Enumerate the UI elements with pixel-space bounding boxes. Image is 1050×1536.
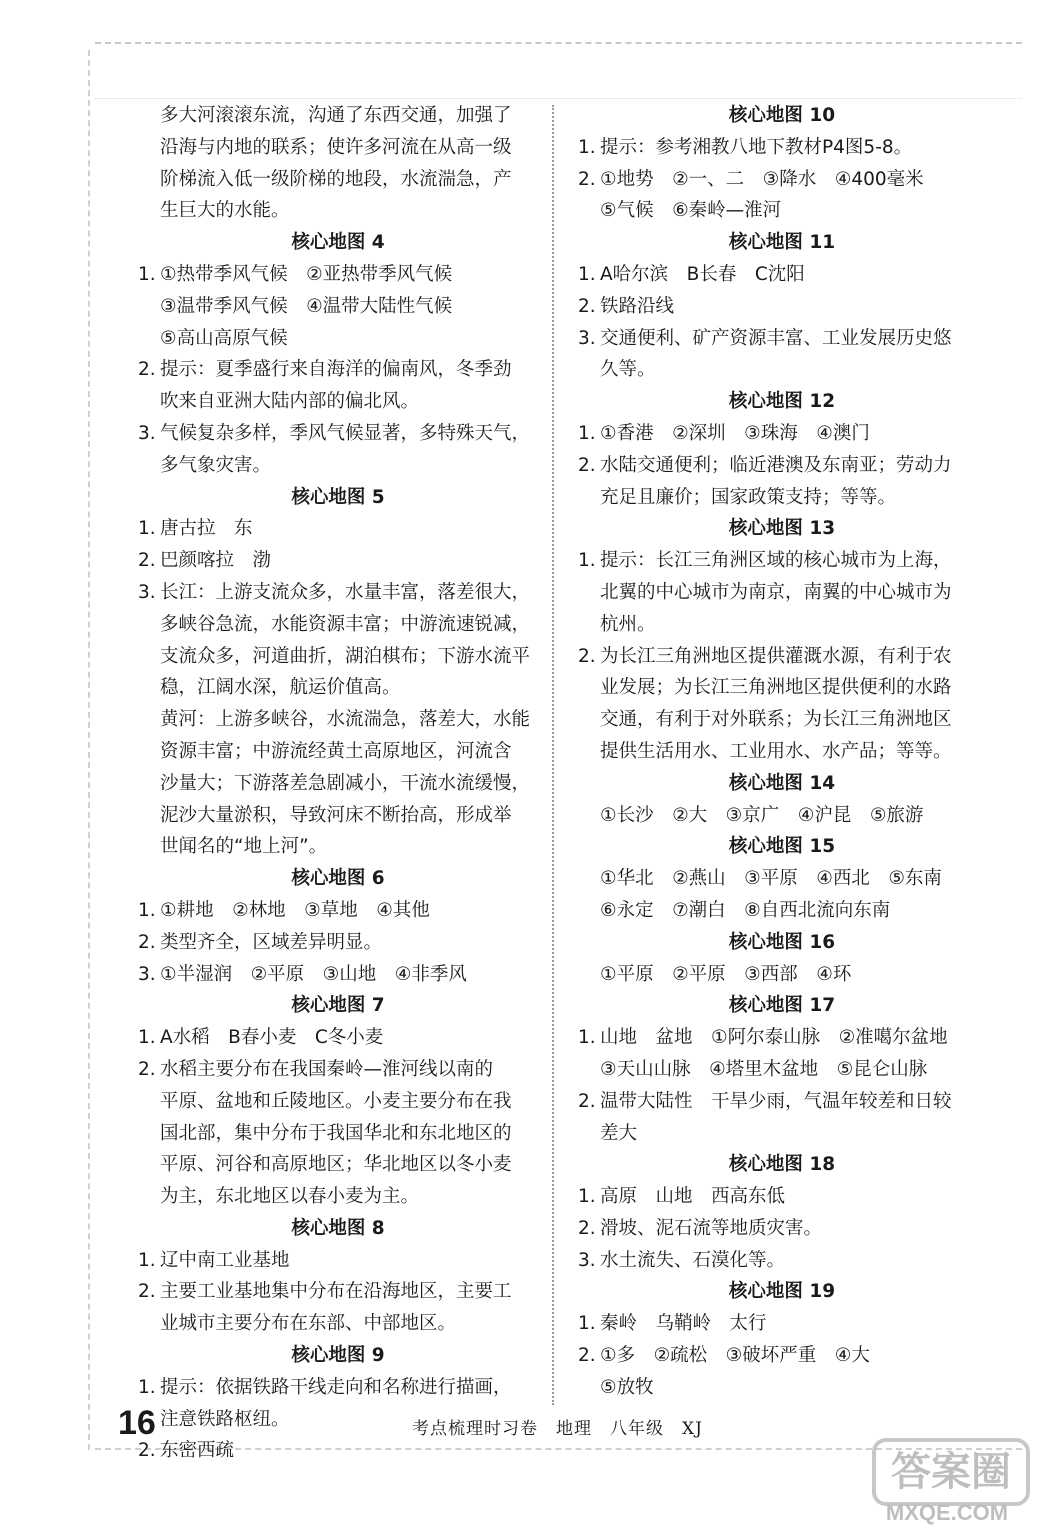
section-heading: 核心地图 12: [728, 391, 836, 413]
item-text: A哈尔滨 B长春 C沈阳: [600, 263, 805, 285]
item-text: A水稻 B春小麦 C冬小麦: [160, 1027, 384, 1049]
item-number: 1.: [138, 1376, 156, 1398]
answer-line: 北翼的中心城市为南京，南翼的中心城市为: [600, 581, 952, 603]
item-number: 2.: [578, 1345, 596, 1367]
item-number: 1.: [578, 422, 596, 444]
watermark-logo: [872, 1438, 1022, 1530]
answer-line: 业城市主要分布在东部、中部地区。: [160, 1313, 457, 1335]
watermark-url: MXQE.COM: [885, 1500, 1009, 1525]
section-heading: 核心地图 11: [728, 232, 836, 254]
item-number: 1.: [138, 263, 156, 285]
section-heading: 核心地图 4: [291, 232, 385, 254]
answer-item: [578, 641, 986, 673]
section-heading: 核心地图 6: [291, 868, 385, 890]
decorative-left-border: [88, 50, 108, 1450]
section-heading: 核心地图 10: [728, 105, 836, 126]
item-number: 2.: [138, 550, 156, 572]
item-text: 山地 盆地 ①阿尔泰山脉 ②准噶尔盆地: [600, 1027, 948, 1049]
right-answer-column: [578, 100, 986, 1404]
item-text: 提示：夏季盛行来自海洋的偏南风，冬季劲: [160, 359, 512, 381]
answer-line: ⑤气候 ⑥秦岭—淮河: [600, 200, 782, 222]
answer-item: [138, 513, 538, 545]
answer-item: [578, 323, 986, 355]
section-heading: 核心地图 15: [728, 836, 836, 858]
item-number: 1.: [578, 550, 596, 572]
item-number: 1.: [138, 899, 156, 921]
answer-line: ③天山山脉 ④塔里木盆地 ⑤昆仑山脉: [600, 1058, 928, 1080]
watermark-badge: 答案圈: [872, 1438, 1030, 1506]
item-text: 滑坡、泥石流等地质灾害。: [600, 1217, 823, 1239]
answer-line: ⑤高山高原气候: [160, 327, 288, 349]
item-number: 2.: [578, 1217, 596, 1239]
item-text: 类型齐全，区域差异明显。: [160, 931, 383, 953]
answer-line: 提供生活用水、工业用水、水产品；等等。: [600, 740, 952, 762]
item-text: 秦岭 乌鞘岭 太行: [600, 1313, 767, 1335]
item-text: 高原 山地 西高东低: [600, 1186, 786, 1208]
column-divider: [552, 105, 554, 1405]
answer-line: 多大河滚滚东流，沟通了东西交通，加强了: [160, 105, 512, 126]
answer-line: 支流众多，河道曲折，湖泊棋布；下游水流平: [160, 645, 531, 667]
answer-line: ③温带季风气候 ④温带大陆性气候: [160, 295, 453, 317]
item-text: 辽中南工业基地: [160, 1249, 290, 1271]
item-number: 3.: [578, 1249, 596, 1271]
item-text: ①香港 ②深圳 ③珠海 ④澳门: [600, 422, 870, 444]
answer-line: 稳，江阔水深，航运价值高。: [160, 677, 401, 699]
section-heading: 核心地图 14: [728, 772, 836, 794]
answer-item: [138, 354, 538, 386]
answer-item: [578, 164, 986, 196]
item-number: 3.: [138, 422, 156, 444]
item-text: 水稻主要分布在我国秦岭—淮河线以南的: [160, 1058, 494, 1080]
item-text: 温带大陆性 干旱少雨，气温年较差和日较: [600, 1090, 952, 1112]
page-number: 16: [118, 1404, 156, 1442]
answer-line: 业发展；为长江三角洲地区提供便利的水路: [600, 677, 952, 699]
answer-item: [138, 1435, 538, 1467]
answer-item: [138, 1245, 538, 1277]
item-number: 2.: [138, 931, 156, 953]
answer-line: 交通，有利于对外联系；为长江三角洲地区: [600, 709, 952, 731]
answer-line: 差大: [600, 1122, 638, 1144]
answer-line: 平原、河谷和高原地区；华北地区以冬小麦: [160, 1154, 512, 1176]
answer-item: [578, 1340, 986, 1372]
item-text: 提示：依据铁路干线走向和名称进行描画，: [160, 1376, 512, 1398]
answer-line: 杭州。: [600, 613, 656, 635]
section-heading: 核心地图 9: [291, 1345, 385, 1367]
answer-item: [138, 259, 538, 291]
item-text: 主要工业基地集中分布在沿海地区，主要工: [160, 1281, 512, 1303]
answer-item: [138, 1054, 538, 1086]
answer-line: 阶梯流入低一级阶梯的地段，水流湍急，产: [160, 168, 512, 190]
item-number: 2.: [138, 359, 156, 381]
answer-line: 多峡谷急流，水能资源丰富；中游流速锐减，: [160, 613, 531, 635]
item-text: 水陆交通便利；临近港澳及东南亚；劳动力: [600, 454, 952, 476]
answer-item: [138, 1022, 538, 1054]
section-heading: 核心地图 7: [291, 995, 385, 1017]
item-number: 2.: [578, 168, 596, 190]
item-text: ①耕地 ②林地 ③草地 ④其他: [160, 899, 430, 921]
item-number: 2.: [578, 1090, 596, 1112]
answer-item: [578, 1181, 986, 1213]
item-text: 交通便利、矿产资源丰富、工业发展历史悠: [600, 327, 952, 349]
answer-line: ①平原 ②平原 ③西部 ④环: [600, 963, 852, 985]
answer-item: [138, 895, 538, 927]
answer-line: 国北部，集中分布于我国华北和东北地区的: [160, 1122, 512, 1144]
section-heading: 核心地图 19: [728, 1281, 836, 1303]
answer-item: [138, 959, 538, 991]
answer-item: [578, 132, 986, 164]
answer-item: [138, 1276, 538, 1308]
item-number: 1.: [578, 1313, 596, 1335]
item-text: ①多 ②疏松 ③破坏严重 ④大: [600, 1345, 870, 1367]
answer-item: [138, 418, 538, 450]
answer-line: 黄河：上游多峡谷，水流湍急，落差大，水能: [160, 709, 531, 731]
answer-line: 泥沙大量淤积，导致河床不断抬高，形成举: [160, 804, 512, 826]
item-text: 气候复杂多样，季风气候显著，多特殊天气，: [160, 422, 531, 444]
answer-item: [578, 1213, 986, 1245]
item-number: 1.: [138, 1249, 156, 1271]
answer-line: ⑥永定 ⑦潮白 ⑧自西北流向东南: [600, 899, 891, 921]
answer-line: 沙量大；下游落差急剧减小，干流水流缓慢，: [160, 772, 531, 794]
item-text: 水土流失、石漠化等。: [600, 1249, 786, 1271]
answer-item: [138, 1372, 538, 1404]
answer-item: [138, 927, 538, 959]
left-answer-column: [138, 100, 538, 1467]
section-heading: 核心地图 17: [728, 995, 836, 1017]
answer-item: [578, 1308, 986, 1340]
item-number: 3.: [138, 581, 156, 603]
item-text: 东密西疏: [160, 1440, 235, 1462]
answer-line: ①长沙 ②大 ③京广 ④沪昆 ⑤旅游: [600, 804, 924, 826]
item-number: 1.: [138, 518, 156, 540]
item-number: 2.: [578, 454, 596, 476]
section-heading: 核心地图 8: [291, 1217, 385, 1239]
item-text: ①地势 ②一、二 ③降水 ④400毫米: [600, 168, 924, 190]
item-number: 1.: [578, 1027, 596, 1049]
item-number: 1.: [578, 136, 596, 158]
item-text: 巴颜喀拉 渤: [160, 550, 272, 572]
answer-line: 资源丰富；中游流经黄土高原地区，河流含: [160, 740, 512, 762]
answer-line: ⑤放牧: [600, 1376, 654, 1398]
answer-item: [578, 1022, 986, 1054]
item-number: 3.: [578, 327, 596, 349]
answer-item: [578, 418, 986, 450]
answer-item: [578, 450, 986, 482]
answer-line: 生巨大的水能。: [160, 200, 290, 222]
answer-line: 世闻名的“地上河”。: [160, 836, 328, 858]
item-number: 2.: [138, 1440, 156, 1462]
item-number: 2.: [578, 645, 596, 667]
section-heading: 核心地图 16: [728, 931, 836, 953]
decorative-top-border: [95, 42, 1022, 99]
item-number: 1.: [138, 1027, 156, 1049]
item-text: 提示：参考湘教八地下教材P4图5-8。: [600, 136, 913, 158]
section-heading: 核心地图 13: [728, 518, 836, 540]
item-number: 2.: [138, 1058, 156, 1080]
item-number: 3.: [138, 963, 156, 985]
item-text: ①热带季风气候 ②亚热带季风气候: [160, 263, 453, 285]
answer-item: [138, 545, 538, 577]
book-title-footer: 考点梳理时习卷 地理 八年级 XJ: [412, 1419, 703, 1439]
item-text: 长江：上游支流众多，水量丰富，落差很大，: [160, 581, 531, 603]
item-number: 1.: [578, 263, 596, 285]
answer-line: 注意铁路枢纽。: [160, 1408, 290, 1430]
answer-line: 平原、盆地和丘陵地区。小麦主要分布在我: [160, 1090, 512, 1112]
item-number: 2.: [138, 1281, 156, 1303]
answer-line: 多气象灾害。: [160, 454, 272, 476]
answer-item: [578, 291, 986, 323]
answer-item: [578, 1086, 986, 1118]
item-number: 1.: [578, 1186, 596, 1208]
answer-item: [138, 577, 538, 609]
section-heading: 核心地图 18: [728, 1154, 836, 1176]
answer-line: 沿海与内地的联系；使许多河流在从高一级: [160, 136, 512, 158]
answer-line: 充足且廉价；国家政策支持；等等。: [600, 486, 897, 508]
answer-line: 为主，东北地区以春小麦为主。: [160, 1186, 420, 1208]
answer-item: [578, 1245, 986, 1277]
section-heading: 核心地图 5: [291, 486, 385, 508]
answer-item: [578, 259, 986, 291]
item-text: 提示：长江三角洲区域的核心城市为上海，: [600, 550, 952, 572]
item-text: 唐古拉 东: [160, 518, 253, 540]
item-text: 铁路沿线: [600, 295, 675, 317]
answer-line: 久等。: [600, 359, 656, 381]
item-number: 2.: [578, 295, 596, 317]
answer-line: 吹来自亚洲大陆内部的偏北风。: [160, 391, 420, 413]
answer-item: [578, 545, 986, 577]
item-text: 为长江三角洲地区提供灌溉水源，有利于农: [600, 645, 952, 667]
answer-line: ①华北 ②燕山 ③平原 ④西北 ⑤东南: [600, 868, 942, 890]
item-text: ①半湿润 ②平原 ③山地 ④非季风: [160, 963, 467, 985]
